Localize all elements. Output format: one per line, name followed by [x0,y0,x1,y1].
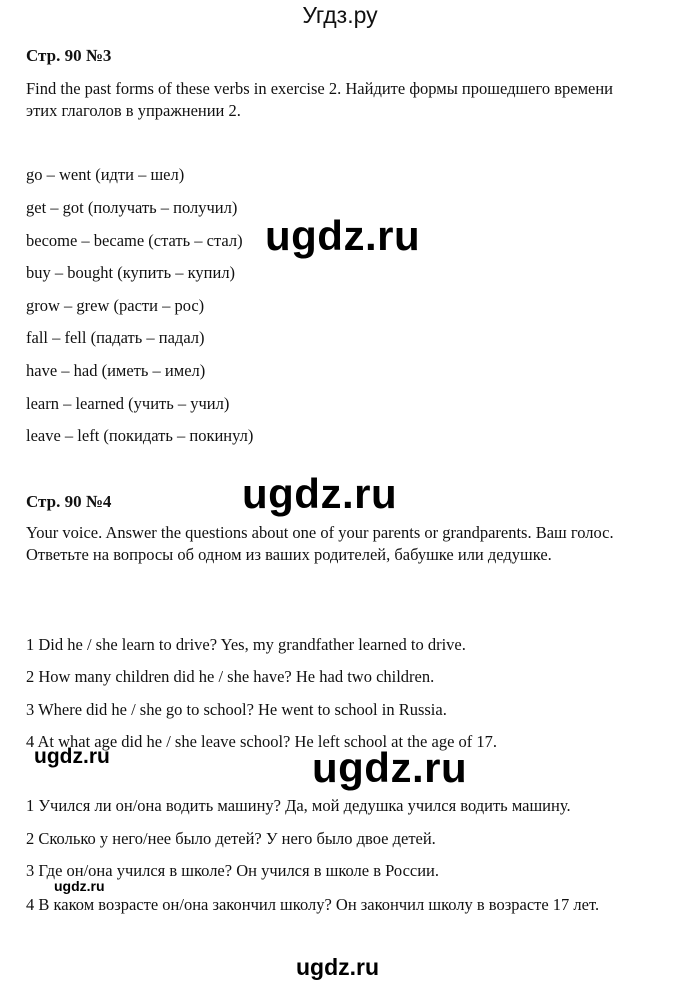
section-3-instruction: Find the past forms of these verbs in exercise 2. Найдите формы прошедшего времени этих глаголов в упражнении 2. [26,79,614,120]
verb-line: leave – left (покидать – покинул) [26,426,254,445]
verb-line: go – went (идти – шел) [26,165,185,184]
russian-answer: 3 Где он/она учился в школе? Он учился в школе в России. [26,861,440,880]
verb-line: become – became (стать – стал) [26,231,243,250]
verb-line: learn – learned (учить – учил) [26,394,230,413]
watermark: ugdz.ru [54,878,105,894]
verb-line: grow – grew (расти – рос) [26,296,205,315]
russian-answer: 2 Сколько у него/нее было детей? У него было двое детей. [26,829,436,848]
section-3-heading: Стр. 90 №3 [26,46,112,65]
russian-answer: 1 Учился ли он/она водить машину? Да, мой дедушка учился водить машину. [26,796,571,815]
section-4-instruction: Your voice. Answer the questions about one of your parents or grandparents. Ваш голос. Ответьте на вопросы об одном из ваших родителей, бабушке или дедушке. [26,523,614,564]
section-4-heading: Стр. 90 №4 [26,492,112,511]
watermark: ugdz.ru [296,954,380,980]
verb-line: fall – fell (падать – падал) [26,328,205,347]
site-title: Угдз.ру [302,2,378,28]
russian-answer: 4 В каком возрасте он/она закончил школу? Он закончил школу в возрасте 17 лет. [26,895,600,914]
watermark: ugdz.ru [242,470,398,517]
watermark: ugdz.ru [34,745,110,768]
english-answer: 4 At what age did he / she leave school? He left school at the age of 17. [26,732,498,751]
watermark: ugdz.ru [265,212,421,259]
verb-line: have – had (иметь – имел) [26,361,206,380]
english-answer: 1 Did he / she learn to drive? Yes, my grandfather learned to drive. [26,635,466,654]
verb-line: buy – bought (купить – купил) [26,263,236,282]
english-answer: 2 How many children did he / she have? He had two children. [26,667,435,686]
english-answer: 3 Where did he / she go to school? He went to school in Russia. [26,700,447,719]
watermark: ugdz.ru [312,744,468,791]
verb-line: get – got (получать – получил) [26,198,238,217]
